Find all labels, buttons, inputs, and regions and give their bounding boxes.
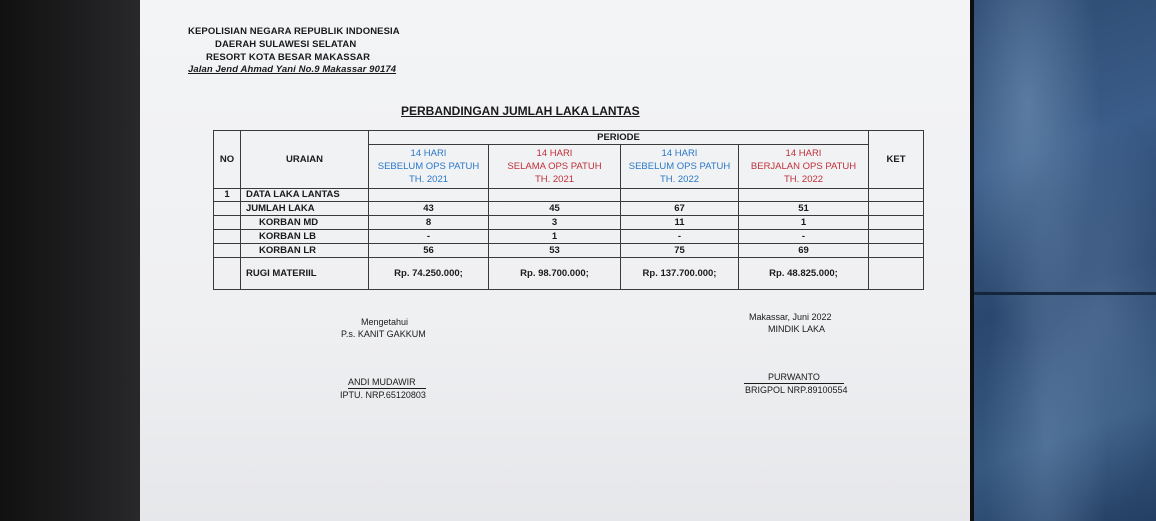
row-value: 3	[489, 216, 621, 230]
row-value: 8	[369, 216, 489, 230]
row-value: -	[739, 230, 869, 244]
header-ket: KET	[869, 131, 924, 189]
left-sign-acknowledge: Mengetahui	[361, 317, 409, 327]
row-value: 67	[621, 202, 739, 216]
table-row	[214, 189, 924, 202]
row-value: 11	[621, 216, 739, 230]
period-header-1: 14 HARI SEBELUM OPS PATUH TH. 2021	[369, 145, 489, 189]
row-no	[214, 202, 241, 216]
row-label: JUMLAH LAKA	[241, 202, 369, 216]
row-ket	[869, 216, 924, 230]
table-row	[214, 244, 924, 258]
background-dark-surface	[0, 0, 150, 521]
header-uraian: URAIAN	[241, 131, 369, 189]
row-value: 69	[739, 244, 869, 258]
left-sign-name: ANDI MUDAWIR	[348, 377, 426, 389]
letterhead-line-2: DAERAH SULAWESI SELATAN	[215, 39, 357, 50]
row-value: Rp. 74.250.000;	[369, 258, 489, 290]
letterhead-line-3: RESORT KOTA BESAR MAKASSAR	[206, 52, 371, 63]
right-sign-place-date: Makassar, Juni 2022	[749, 312, 832, 322]
row-value: 56	[369, 244, 489, 258]
row-label: RUGI MATERIIL	[241, 258, 369, 290]
row-no	[214, 244, 241, 258]
table-row	[214, 230, 924, 244]
row-no	[214, 230, 241, 244]
row-value	[621, 189, 739, 202]
row-ket	[869, 244, 924, 258]
row-value	[489, 189, 621, 202]
row-ket	[869, 230, 924, 244]
row-label: KORBAN LR	[241, 244, 369, 258]
table-row	[214, 202, 924, 216]
row-value: 43	[369, 202, 489, 216]
right-sign-role: MINDIK LAKA	[768, 324, 826, 334]
row-value: -	[369, 230, 489, 244]
document-title: PERBANDINGAN JUMLAH LAKA LANTAS	[401, 104, 640, 118]
row-label: DATA LAKA LANTAS	[241, 189, 369, 202]
table-row	[214, 216, 924, 230]
left-sign-id: IPTU. NRP.65120803	[340, 390, 426, 400]
row-no	[214, 216, 241, 230]
period-header-3: 14 HARI SEBELUM OPS PATUH TH. 2022	[621, 145, 739, 189]
row-value: Rp. 98.700.000;	[489, 258, 621, 290]
row-ket	[869, 202, 924, 216]
row-value: 45	[489, 202, 621, 216]
right-sign-name: PURWANTO	[744, 372, 844, 384]
table-row	[214, 258, 924, 290]
row-ket	[869, 189, 924, 202]
period-header-2: 14 HARI SELAMA OPS PATUH TH. 2021	[489, 145, 621, 189]
row-no: 1	[214, 189, 241, 202]
row-value: Rp. 137.700.000;	[621, 258, 739, 290]
row-label: KORBAN MD	[241, 216, 369, 230]
row-ket	[869, 258, 924, 290]
left-sign-role: P.s. KANIT GAKKUM	[341, 329, 426, 339]
background-marble-wall	[972, 0, 1156, 521]
row-no	[214, 258, 241, 290]
header-periode: PERIODE	[369, 131, 869, 145]
row-value: 1	[739, 216, 869, 230]
laka-lantas-table	[213, 130, 924, 290]
row-label: KORBAN LB	[241, 230, 369, 244]
period-header-4: 14 HARI BERJALAN OPS PATUH TH. 2022	[739, 145, 869, 189]
row-value: -	[621, 230, 739, 244]
row-value: Rp. 48.825.000;	[739, 258, 869, 290]
letterhead-line-1: KEPOLISIAN NEGARA REPUBLIK INDONESIA	[188, 26, 400, 37]
row-value: 53	[489, 244, 621, 258]
row-value	[369, 189, 489, 202]
marble-seam	[972, 292, 1156, 295]
row-value: 75	[621, 244, 739, 258]
header-no: NO	[214, 131, 241, 189]
letterhead-address: Jalan Jend Ahmad Yani No.9 Makassar 90174	[188, 64, 397, 75]
row-value: 51	[739, 202, 869, 216]
row-value	[739, 189, 869, 202]
row-value: 1	[489, 230, 621, 244]
right-sign-id: BRIGPOL NRP.89100554	[745, 385, 848, 395]
